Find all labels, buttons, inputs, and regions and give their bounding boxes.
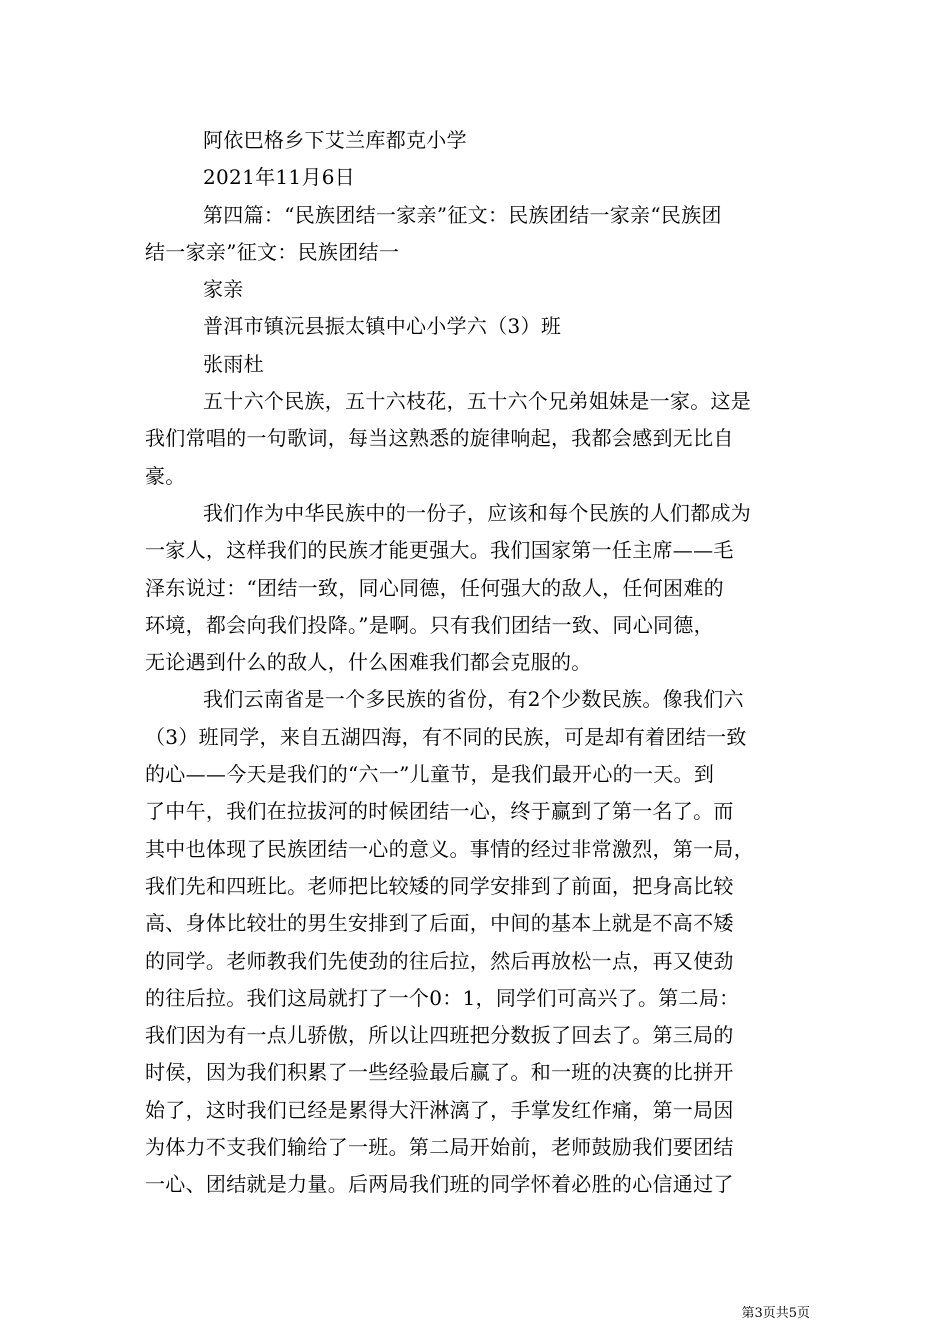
text-line: 我们作为中华民族中的一份子，应该和每个民族的人们都成为 [203, 500, 752, 525]
text-line: （3）班同学，来自五湖四海，有不同的民族，可是却有着团结一致 [145, 724, 747, 749]
text-line: 泽东说过：“团结一致，同心同德，任何强大的敌人，任何困难的 [145, 575, 724, 600]
text-line: 时侯，因为我们积累了一些经验最后赢了。和一班的决赛的比拼开 [145, 1060, 734, 1085]
text-line: 豪。 [145, 463, 186, 488]
text-line: 我们常唱的一句歌词，每当这熟悉的旋律响起，我都会感到无比自 [145, 426, 734, 451]
text-line: 我们云南省是一个多民族的省份，有2个少数民族。像我们六 [203, 687, 744, 712]
text-line: 家亲 [203, 277, 244, 302]
text-line: 一心、团结就是力量。后两局我们班的同学怀着必胜的心信通过了 [145, 1172, 734, 1197]
text-line: 第四篇：“民族团结一家亲”征文：民族团结一家亲“民族团 [203, 202, 722, 227]
text-line: 环境，都会向我们投降。”是啊。只有我们团结一致、同心同德， [145, 612, 714, 637]
text-line: 结一家亲”征文：民族团结一 [145, 239, 400, 264]
text-line: 为体力不支我们输给了一班。第二局开始前，老师鼓励我们要团结 [145, 1135, 734, 1160]
text-line: 我们先和四班比。老师把比较矮的同学安排到了前面，把身高比较 [145, 873, 734, 898]
text-line: 我们因为有一点儿骄傲，所以让四班把分数扳了回去了。第三局的 [145, 1023, 734, 1048]
text-line: 普洱市镇沅县振太镇中心小学六（3）班 [203, 314, 562, 339]
text-line: 的心——今天是我们的“六一”儿童节，是我们最开心的一天。到 [145, 762, 715, 787]
text-line: 的往后拉。我们这局就打了一个0：1，同学们可高兴了。第二局： [145, 985, 740, 1010]
text-line: 张雨杜 [203, 351, 264, 376]
document-body [145, 122, 815, 1204]
text-line: 其中也体现了民族团结一心的意义。事情的经过非常激烈，第一局， [145, 836, 754, 861]
text-line: 的同学。老师教我们先使劲的往后拉，然后再放松一点，再又使劲 [145, 948, 734, 973]
text-line: 始了，这时我们已经是累得大汗淋漓了，手掌发红作痛，第一局因 [145, 1097, 734, 1122]
text-line: 一家人，这样我们的民族才能更强大。我们国家第一任主席——毛 [145, 538, 734, 563]
page-indicator: 第3页共5页 [741, 1306, 810, 1321]
text-line: 无论遇到什么的敌人，什么困难我们都会克服的。 [145, 650, 592, 675]
text-line: 2021年11月6日 [203, 165, 356, 190]
text-line: 阿依巴格乡下艾兰库都克小学 [203, 128, 467, 152]
text-line: 高、身体比较壮的男生安排到了后面，中间的基本上就是不高不矮 [145, 911, 734, 936]
text-line: 了中午，我们在拉拔河的时候团结一心，终于赢到了第一名了。而 [145, 799, 734, 824]
text-line: 五十六个民族，五十六枝花，五十六个兄弟姐妹是一家。这是 [203, 389, 752, 414]
